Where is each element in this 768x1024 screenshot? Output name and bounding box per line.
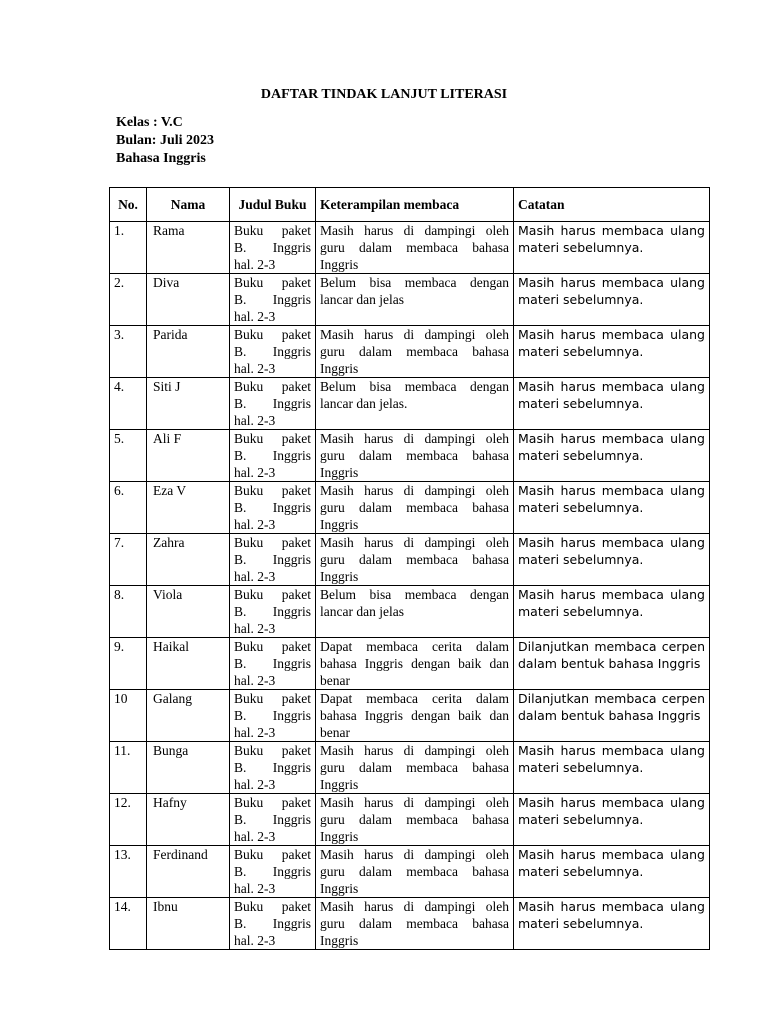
table-row (110, 690, 710, 742)
cell-nama: Hafny (147, 794, 230, 846)
cell-nama: Diva (147, 274, 230, 326)
cell-keterampilan: Masih harus di dampingi oleh guru dalam membaca bahasa Inggris (316, 846, 514, 898)
cell-nama: Siti J (147, 378, 230, 430)
mapel-label: Bahasa Inggris (116, 151, 206, 166)
cell-no: 11. (110, 742, 147, 794)
table-row (110, 638, 710, 690)
cell-keterampilan: Dapat membaca cerita dalam bahasa Inggris dengan baik dan benar (316, 690, 514, 742)
cell-nama: Bunga (147, 742, 230, 794)
cell-no: 9. (110, 638, 147, 690)
cell-judul-buku: Buku paket B. Inggris hal. 2-3 (230, 742, 316, 794)
cell-judul-buku: Buku paket B. Inggris hal. 2-3 (230, 222, 316, 274)
table-row (110, 742, 710, 794)
cell-judul-buku: Buku paket B. Inggris hal. 2-3 (230, 638, 316, 690)
cell-nama: Rama (147, 222, 230, 274)
cell-keterampilan: Belum bisa membaca dengan lancar dan jelas. (316, 378, 514, 430)
kelas-label: Kelas : V.C (116, 115, 183, 130)
cell-nama: Viola (147, 586, 230, 638)
document-title: DAFTAR TINDAK LANJUT LITERASI (260, 87, 508, 102)
cell-catatan: Masih harus membaca ulang materi sebelumnya. (514, 326, 710, 378)
cell-catatan: Masih harus membaca ulang materi sebelumnya. (514, 482, 710, 534)
table-row (110, 222, 710, 274)
cell-nama: Zahra (147, 534, 230, 586)
cell-nama: Galang (147, 690, 230, 742)
table-row (110, 534, 710, 586)
table-row (110, 326, 710, 378)
cell-judul-buku: Buku paket B. Inggris hal. 2-3 (230, 378, 316, 430)
cell-keterampilan: Masih harus di dampingi oleh guru dalam membaca bahasa Inggris (316, 222, 514, 274)
literasi-table (109, 187, 710, 950)
cell-judul-buku: Buku paket B. Inggris hal. 2-3 (230, 898, 316, 950)
cell-judul-buku: Buku paket B. Inggris hal. 2-3 (230, 846, 316, 898)
cell-keterampilan: Masih harus di dampingi oleh guru dalam membaca bahasa Inggris (316, 794, 514, 846)
cell-no: 14. (110, 898, 147, 950)
cell-nama: Haikal (147, 638, 230, 690)
cell-judul-buku: Buku paket B. Inggris hal. 2-3 (230, 534, 316, 586)
cell-nama: Eza V (147, 482, 230, 534)
cell-no: 3. (110, 326, 147, 378)
cell-judul-buku: Buku paket B. Inggris hal. 2-3 (230, 690, 316, 742)
cell-catatan: Masih harus membaca ulang materi sebelumnya. (514, 898, 710, 950)
cell-keterampilan: Dapat membaca cerita dalam bahasa Inggris dengan baik dan benar (316, 638, 514, 690)
cell-judul-buku: Buku paket B. Inggris hal. 2-3 (230, 430, 316, 482)
table-row (110, 430, 710, 482)
bulan-label: Bulan: Juli 2023 (116, 133, 215, 148)
cell-keterampilan: Masih harus di dampingi oleh guru dalam membaca bahasa Inggris (316, 326, 514, 378)
cell-catatan: Masih harus membaca ulang materi sebelumnya. (514, 534, 710, 586)
cell-no: 7. (110, 534, 147, 586)
cell-catatan: Dilanjutkan membaca cerpen dalam bentuk bahasa Inggris (514, 638, 710, 690)
cell-nama: Parida (147, 326, 230, 378)
table-row (110, 378, 710, 430)
cell-catatan: Masih harus membaca ulang materi sebelumnya. (514, 378, 710, 430)
cell-no: 1. (110, 222, 147, 274)
cell-judul-buku: Buku paket B. Inggris hal. 2-3 (230, 586, 316, 638)
header-judul-buku: Judul Buku (230, 188, 316, 222)
header-nama: Nama (147, 188, 230, 222)
cell-catatan: Masih harus membaca ulang materi sebelumnya. (514, 430, 710, 482)
table-row (110, 794, 710, 846)
cell-no: 2. (110, 274, 147, 326)
table-header-row (110, 188, 710, 222)
cell-no: 13. (110, 846, 147, 898)
cell-nama: Ibnu (147, 898, 230, 950)
cell-judul-buku: Buku paket B. Inggris hal. 2-3 (230, 482, 316, 534)
header-keterampilan: Keterampilan membaca (316, 188, 514, 222)
cell-no: 5. (110, 430, 147, 482)
cell-judul-buku: Buku paket B. Inggris hal. 2-3 (230, 274, 316, 326)
cell-nama: Ali F (147, 430, 230, 482)
cell-catatan: Dilanjutkan membaca cerpen dalam bentuk bahasa Inggris (514, 690, 710, 742)
table-row (110, 898, 710, 950)
cell-no: 10 (110, 690, 147, 742)
cell-no: 4. (110, 378, 147, 430)
table-row (110, 482, 710, 534)
cell-keterampilan: Belum bisa membaca dengan lancar dan jelas (316, 274, 514, 326)
cell-catatan: Masih harus membaca ulang materi sebelumnya. (514, 794, 710, 846)
table-row (110, 274, 710, 326)
cell-catatan: Masih harus membaca ulang materi sebelumnya. (514, 222, 710, 274)
header-catatan: Catatan (514, 188, 710, 222)
table-row (110, 846, 710, 898)
cell-judul-buku: Buku paket B. Inggris hal. 2-3 (230, 326, 316, 378)
cell-catatan: Masih harus membaca ulang materi sebelumnya. (514, 846, 710, 898)
cell-nama: Ferdinand (147, 846, 230, 898)
cell-keterampilan: Masih harus di dampingi oleh guru dalam membaca bahasa Inggris (316, 898, 514, 950)
header-no: No. (110, 188, 147, 222)
cell-keterampilan: Masih harus di dampingi oleh guru dalam membaca bahasa Inggris (316, 742, 514, 794)
cell-no: 12. (110, 794, 147, 846)
table-body (110, 222, 710, 950)
cell-keterampilan: Masih harus di dampingi oleh guru dalam membaca bahasa Inggris (316, 534, 514, 586)
cell-no: 8. (110, 586, 147, 638)
cell-catatan: Masih harus membaca ulang materi sebelumnya. (514, 586, 710, 638)
cell-catatan: Masih harus membaca ulang materi sebelumnya. (514, 742, 710, 794)
cell-keterampilan: Masih harus di dampingi oleh guru dalam membaca bahasa Inggris (316, 430, 514, 482)
cell-no: 6. (110, 482, 147, 534)
cell-keterampilan: Masih harus di dampingi oleh guru dalam membaca bahasa Inggris (316, 482, 514, 534)
cell-catatan: Masih harus membaca ulang materi sebelumnya. (514, 274, 710, 326)
cell-judul-buku: Buku paket B. Inggris hal. 2-3 (230, 794, 316, 846)
table-row (110, 586, 710, 638)
cell-keterampilan: Belum bisa membaca dengan lancar dan jelas (316, 586, 514, 638)
document-meta (116, 114, 214, 168)
